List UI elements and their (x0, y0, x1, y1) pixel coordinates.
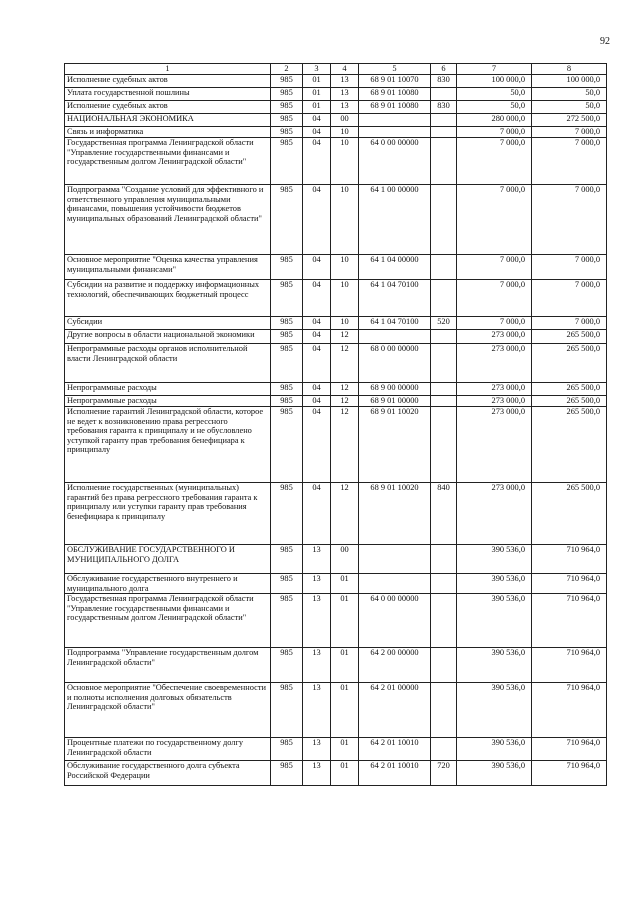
row-cell-c2: 985 (271, 344, 303, 383)
table-row (65, 88, 607, 101)
row-cell-c6: 840 (431, 483, 457, 545)
row-name: Другие вопросы в области национальной экономики (65, 330, 271, 344)
row-cell-c8: 265 500,0 (532, 396, 607, 407)
row-cell-c5: 68 0 00 00000 (359, 344, 431, 383)
row-cell-c8: 265 500,0 (532, 344, 607, 383)
row-name: Государственная программа Ленинградской области "Управление государственными финансами и государственным долгом Ленинградской области" (65, 594, 271, 648)
row-cell-c4: 12 (331, 396, 359, 407)
row-cell-c2: 985 (271, 317, 303, 330)
row-name: Исполнение государственных (муниципальных) гарантий без права регрессного требования гаранта к принципалу или уступки гаранту прав требования бенефициара к принципалу (65, 483, 271, 545)
table-row (65, 101, 607, 114)
row-cell-c7: 273 000,0 (457, 396, 532, 407)
row-cell-c2: 985 (271, 396, 303, 407)
row-name: Обслуживание государственного внутреннего и муниципального долга (65, 574, 271, 594)
row-cell-c3: 04 (303, 344, 331, 383)
row-cell-c3: 13 (303, 545, 331, 574)
row-cell-c2: 985 (271, 280, 303, 317)
row-cell-c6 (431, 127, 457, 138)
table-row (65, 280, 607, 317)
row-cell-c4: 00 (331, 545, 359, 574)
row-cell-c5: 68 9 01 10020 (359, 483, 431, 545)
row-name: Непрограммные расходы (65, 396, 271, 407)
row-cell-c2: 985 (271, 574, 303, 594)
row-cell-c7: 7 000,0 (457, 138, 532, 185)
table-row (65, 545, 607, 574)
row-cell-c2: 985 (271, 483, 303, 545)
table-row (65, 75, 607, 88)
row-cell-c4: 01 (331, 683, 359, 738)
table-row (65, 383, 607, 396)
row-cell-c3: 13 (303, 648, 331, 683)
row-cell-c3: 13 (303, 683, 331, 738)
row-cell-c6 (431, 185, 457, 255)
row-cell-c3: 13 (303, 594, 331, 648)
row-cell-c8: 710 964,0 (532, 545, 607, 574)
row-cell-c4: 12 (331, 483, 359, 545)
row-cell-c3: 04 (303, 127, 331, 138)
row-cell-c5: 68 9 01 10070 (359, 75, 431, 88)
table-row (65, 483, 607, 545)
row-cell-c5 (359, 574, 431, 594)
row-cell-c2: 985 (271, 138, 303, 185)
row-cell-c7: 280 000,0 (457, 114, 532, 127)
row-cell-c3: 04 (303, 280, 331, 317)
row-cell-c8: 272 500,0 (532, 114, 607, 127)
row-cell-c7: 50,0 (457, 88, 532, 101)
row-cell-c5: 68 9 01 10080 (359, 101, 431, 114)
table-row (65, 396, 607, 407)
row-cell-c6: 720 (431, 761, 457, 786)
row-cell-c8: 7 000,0 (532, 255, 607, 280)
row-cell-c2: 985 (271, 545, 303, 574)
row-cell-c7: 7 000,0 (457, 185, 532, 255)
row-cell-c4: 10 (331, 138, 359, 185)
row-cell-c8: 7 000,0 (532, 280, 607, 317)
header-cell: 7 (457, 64, 532, 75)
row-cell-c3: 04 (303, 185, 331, 255)
row-name: Непрограммные расходы (65, 383, 271, 396)
row-cell-c4: 10 (331, 185, 359, 255)
row-cell-c3: 04 (303, 407, 331, 483)
row-name: Непрограммные расходы органов исполнительной власти Ленинградской области (65, 344, 271, 383)
row-cell-c7: 390 536,0 (457, 545, 532, 574)
row-cell-c7: 390 536,0 (457, 761, 532, 786)
row-cell-c2: 985 (271, 738, 303, 761)
row-name: Уплата государственной пошлины (65, 88, 271, 101)
row-cell-c4: 12 (331, 383, 359, 396)
row-cell-c4: 13 (331, 75, 359, 88)
row-cell-c7: 273 000,0 (457, 483, 532, 545)
row-cell-c6 (431, 407, 457, 483)
table-header-row (65, 64, 607, 75)
row-cell-c2: 985 (271, 75, 303, 88)
row-cell-c2: 985 (271, 407, 303, 483)
row-name: Государственная программа Ленинградской области "Управление государственными финансами и государственным долгом Ленинградской области" (65, 138, 271, 185)
table-row (65, 127, 607, 138)
row-cell-c6 (431, 114, 457, 127)
row-cell-c2: 985 (271, 683, 303, 738)
row-cell-c3: 04 (303, 330, 331, 344)
row-name: Обслуживание государственного долга субъекта Российской Федерации (65, 761, 271, 786)
row-cell-c8: 265 500,0 (532, 407, 607, 483)
row-cell-c6: 520 (431, 317, 457, 330)
table-row (65, 574, 607, 594)
row-cell-c8: 265 500,0 (532, 483, 607, 545)
row-cell-c3: 04 (303, 138, 331, 185)
row-cell-c6 (431, 255, 457, 280)
row-cell-c6 (431, 574, 457, 594)
row-cell-c4: 00 (331, 114, 359, 127)
row-cell-c4: 12 (331, 330, 359, 344)
row-name: Подпрограмма "Управление государственным долгом Ленинградской области" (65, 648, 271, 683)
budget-table (64, 63, 607, 786)
row-cell-c8: 710 964,0 (532, 738, 607, 761)
row-cell-c3: 13 (303, 574, 331, 594)
table-row (65, 594, 607, 648)
row-cell-c6 (431, 594, 457, 648)
row-name: Основное мероприятие "Обеспечение своевременности и полноты исполнения долговых обязательств Ленинградской области" (65, 683, 271, 738)
row-cell-c8: 7 000,0 (532, 317, 607, 330)
row-cell-c6 (431, 383, 457, 396)
table-row (65, 407, 607, 483)
row-name: Субсидии на развитие и поддержку информационных технологий, обеспечивающих бюджетный процесс (65, 280, 271, 317)
row-cell-c4: 01 (331, 574, 359, 594)
row-cell-c6 (431, 88, 457, 101)
row-name: ОБСЛУЖИВАНИЕ ГОСУДАРСТВЕННОГО И МУНИЦИПАЛЬНОГО ДОЛГА (65, 545, 271, 574)
row-cell-c3: 04 (303, 383, 331, 396)
row-cell-c3: 04 (303, 483, 331, 545)
row-cell-c5: 68 9 01 10020 (359, 407, 431, 483)
row-name: Подпрограмма "Создание условий для эффективного и ответственного управления муниципальными финансами, повышения устойчивости бюджетов муниципальных образований Ленинградской области" (65, 185, 271, 255)
row-cell-c3: 04 (303, 317, 331, 330)
row-cell-c5: 64 1 00 00000 (359, 185, 431, 255)
row-cell-c5: 64 2 00 00000 (359, 648, 431, 683)
row-cell-c5: 64 2 01 10010 (359, 738, 431, 761)
row-cell-c7: 7 000,0 (457, 317, 532, 330)
table-row (65, 138, 607, 185)
row-cell-c7: 273 000,0 (457, 330, 532, 344)
row-cell-c3: 04 (303, 255, 331, 280)
row-cell-c6 (431, 344, 457, 383)
row-cell-c2: 985 (271, 185, 303, 255)
row-cell-c7: 7 000,0 (457, 280, 532, 317)
row-cell-c8: 50,0 (532, 88, 607, 101)
row-cell-c7: 50,0 (457, 101, 532, 114)
table-row (65, 648, 607, 683)
row-cell-c7: 273 000,0 (457, 383, 532, 396)
row-cell-c2: 985 (271, 127, 303, 138)
row-cell-c8: 710 964,0 (532, 574, 607, 594)
row-cell-c8: 710 964,0 (532, 648, 607, 683)
row-cell-c5: 64 0 00 00000 (359, 594, 431, 648)
row-name: Процентные платежи по государственному долгу Ленинградской области (65, 738, 271, 761)
row-cell-c6 (431, 330, 457, 344)
row-cell-c6 (431, 280, 457, 317)
table-body (65, 64, 607, 786)
row-cell-c8: 50,0 (532, 101, 607, 114)
table-row (65, 344, 607, 383)
row-cell-c4: 10 (331, 280, 359, 317)
row-cell-c6 (431, 138, 457, 185)
row-cell-c2: 985 (271, 101, 303, 114)
header-cell: 3 (303, 64, 331, 75)
row-cell-c5: 64 1 04 00000 (359, 255, 431, 280)
row-cell-c8: 7 000,0 (532, 138, 607, 185)
row-cell-c4: 13 (331, 101, 359, 114)
row-name: НАЦИОНАЛЬНАЯ ЭКОНОМИКА (65, 114, 271, 127)
row-cell-c2: 985 (271, 330, 303, 344)
row-cell-c7: 390 536,0 (457, 738, 532, 761)
row-cell-c3: 13 (303, 761, 331, 786)
row-cell-c6: 830 (431, 101, 457, 114)
row-name: Субсидии (65, 317, 271, 330)
row-cell-c7: 7 000,0 (457, 127, 532, 138)
table-row (65, 330, 607, 344)
row-cell-c8: 7 000,0 (532, 127, 607, 138)
row-cell-c8: 265 500,0 (532, 330, 607, 344)
row-cell-c8: 100 000,0 (532, 75, 607, 88)
row-name: Связь и информатика (65, 127, 271, 138)
row-cell-c5: 64 2 01 00000 (359, 683, 431, 738)
page-number: 92 (600, 36, 610, 47)
row-cell-c7: 100 000,0 (457, 75, 532, 88)
row-cell-c2: 985 (271, 648, 303, 683)
row-cell-c6 (431, 648, 457, 683)
header-cell: 4 (331, 64, 359, 75)
table-row (65, 761, 607, 786)
row-cell-c4: 01 (331, 648, 359, 683)
row-cell-c2: 985 (271, 594, 303, 648)
table-row (65, 114, 607, 127)
row-cell-c3: 01 (303, 88, 331, 101)
row-cell-c8: 265 500,0 (532, 383, 607, 396)
row-cell-c5: 64 1 04 70100 (359, 280, 431, 317)
row-cell-c4: 13 (331, 88, 359, 101)
row-cell-c7: 273 000,0 (457, 407, 532, 483)
table-row (65, 317, 607, 330)
row-cell-c2: 985 (271, 88, 303, 101)
row-cell-c8: 710 964,0 (532, 594, 607, 648)
header-cell: 6 (431, 64, 457, 75)
row-cell-c3: 04 (303, 114, 331, 127)
table-row (65, 738, 607, 761)
row-cell-c4: 10 (331, 255, 359, 280)
row-cell-c4: 01 (331, 594, 359, 648)
table-row (65, 185, 607, 255)
row-cell-c4: 01 (331, 761, 359, 786)
row-cell-c5 (359, 114, 431, 127)
row-name: Исполнение судебных актов (65, 101, 271, 114)
row-cell-c2: 985 (271, 383, 303, 396)
row-cell-c3: 13 (303, 738, 331, 761)
row-cell-c8: 710 964,0 (532, 683, 607, 738)
row-cell-c5: 68 9 00 00000 (359, 383, 431, 396)
row-cell-c3: 01 (303, 101, 331, 114)
row-cell-c6 (431, 545, 457, 574)
header-cell: 5 (359, 64, 431, 75)
row-cell-c4: 01 (331, 738, 359, 761)
row-cell-c2: 985 (271, 114, 303, 127)
row-cell-c7: 390 536,0 (457, 594, 532, 648)
row-cell-c7: 390 536,0 (457, 683, 532, 738)
row-cell-c6 (431, 683, 457, 738)
row-cell-c4: 10 (331, 317, 359, 330)
header-cell: 8 (532, 64, 607, 75)
row-cell-c5: 64 2 01 10010 (359, 761, 431, 786)
row-cell-c5: 64 1 04 70100 (359, 317, 431, 330)
row-cell-c7: 273 000,0 (457, 344, 532, 383)
row-cell-c3: 01 (303, 75, 331, 88)
row-name: Основное мероприятие "Оценка качества управления муниципальными финансами" (65, 255, 271, 280)
row-cell-c7: 390 536,0 (457, 574, 532, 594)
row-name: Исполнение судебных актов (65, 75, 271, 88)
row-cell-c8: 7 000,0 (532, 185, 607, 255)
table-row (65, 255, 607, 280)
row-cell-c7: 7 000,0 (457, 255, 532, 280)
row-cell-c6 (431, 738, 457, 761)
row-cell-c5: 64 0 00 00000 (359, 138, 431, 185)
row-cell-c6 (431, 396, 457, 407)
row-cell-c5 (359, 330, 431, 344)
row-cell-c5 (359, 545, 431, 574)
row-cell-c8: 710 964,0 (532, 761, 607, 786)
header-cell: 2 (271, 64, 303, 75)
row-name: Исполнение гарантий Ленинградской области, которое не ведет к возникновению права регрессного требования гаранта к принципалу и не обусловлено уступкой гаранту прав требования бенефициара к принципалу (65, 407, 271, 483)
row-cell-c6: 830 (431, 75, 457, 88)
header-cell: 1 (65, 64, 271, 75)
row-cell-c7: 390 536,0 (457, 648, 532, 683)
row-cell-c3: 04 (303, 396, 331, 407)
row-cell-c5: 68 9 01 00000 (359, 396, 431, 407)
row-cell-c5: 68 9 01 10080 (359, 88, 431, 101)
row-cell-c2: 985 (271, 255, 303, 280)
row-cell-c5 (359, 127, 431, 138)
row-cell-c4: 10 (331, 127, 359, 138)
row-cell-c4: 12 (331, 407, 359, 483)
table-row (65, 683, 607, 738)
row-cell-c4: 12 (331, 344, 359, 383)
row-cell-c2: 985 (271, 761, 303, 786)
